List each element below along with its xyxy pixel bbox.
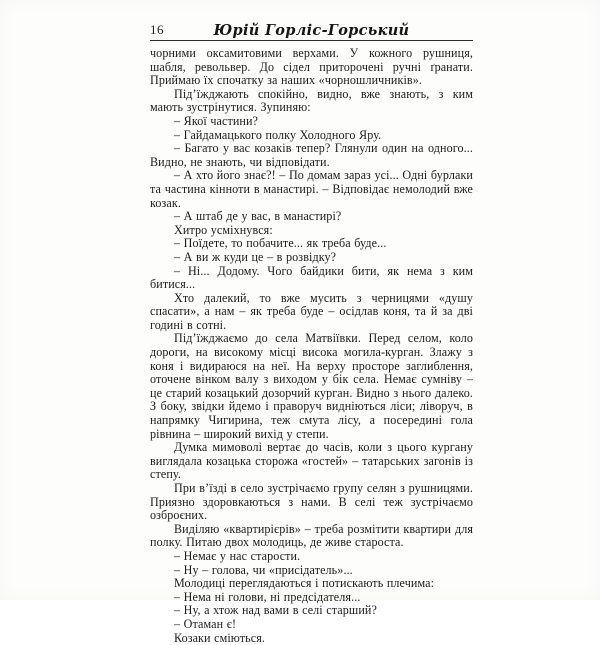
paragraph: – Отаман є! bbox=[174, 616, 237, 631]
paragraph: чорними оксамитовими верхами. У кожного рушниця, шабля, револьвер. До сідел приторочені ручні ґранати. Приймаю їх спочатку за наших «чорношличників». bbox=[150, 46, 473, 88]
paragraph: Під’їжджають спокійно, видно, вже знають, з ким мають зустрінутися. Зупиняю: bbox=[150, 86, 473, 115]
paragraph: – Ну, а хтож над вами в селі старший? bbox=[174, 603, 377, 618]
paragraph: Під’їжджаємо до села Матвіївки. Перед селом, коло дороги, на високому місці висока могила-курган. Злажу з коня і видираюся на неї. На верху просторе заглиблення, оточене вінком валу з виходом у бік села. Немає сумніву – це старий козацький дозорчий курган. Видно з нього далеко. З боку, звідки йдемо і праворуч видніються ліси; ліворуч, в напрямку Чигирина, теж смута лісу, а посередині гола рівнина – широкий вихід у степи. bbox=[150, 331, 473, 441]
paragraph: – А ви ж куди це – в розвідку? bbox=[174, 249, 337, 264]
paragraph: Виділяю «квартирієрів» – треба розмітити квартири для полку. Питаю двох молодиць, де живе староста. bbox=[150, 521, 473, 550]
paragraph: – А хто його знає?! – По домам зараз усі... Одні бурлаки та частина кінноти в манастирі. – Відповідає немолодий вже козак. bbox=[150, 168, 473, 210]
paragraph: – Якої частини? bbox=[174, 113, 259, 128]
paragraph: – А штаб де у вас, в манастирі? bbox=[174, 209, 342, 224]
paragraph: При в’їзді в село зустрічаємо групу селян з рушницями. Приязно здоровкаються з нами. В селі теж зустрічаємо озброєних. bbox=[150, 481, 473, 523]
running-head bbox=[150, 16, 473, 41]
page-number: 16 bbox=[150, 22, 164, 37]
paragraph: Хто далекий, то вже мусить з черницями «душу спасати», а нам – як треба буде – осідлав коня, та й за дві годині в сотні. bbox=[150, 290, 473, 332]
running-title: Юрій Горліс-Горський bbox=[213, 22, 410, 39]
paragraph: – Нема ні голови, ні предсідателя... bbox=[174, 589, 361, 604]
paragraph: Молодиці переглядаються і потискають плечима: bbox=[174, 576, 435, 591]
paragraph: – Ні... Додому. Чого байдики бити, як нема з ким битися... bbox=[150, 263, 473, 292]
text-body bbox=[150, 47, 473, 645]
paragraph: – Немає у нас старости. bbox=[174, 548, 301, 563]
paragraph: – Гайдамацького полку Холодного Яру. bbox=[174, 127, 382, 142]
paragraph: Козаки сміються. bbox=[174, 630, 266, 645]
page-content bbox=[150, 16, 473, 645]
paragraph: Хитро усміхнувся: bbox=[174, 222, 273, 237]
paragraph: – Поїдете, то побачите... як треба буде... bbox=[174, 236, 387, 251]
paragraph: Думка мимоволі вертає до часів, коли з цього кургану виглядала козацька сторожа «гостей» – татарських загонів із степу. bbox=[150, 440, 473, 482]
paragraph: – Багато у вас козаків тепер? Глянули один на одного... Видно, не знають, чи відповідати. bbox=[150, 141, 473, 169]
paragraph: – Ну – голова, чи «присідатель»... bbox=[174, 562, 353, 577]
